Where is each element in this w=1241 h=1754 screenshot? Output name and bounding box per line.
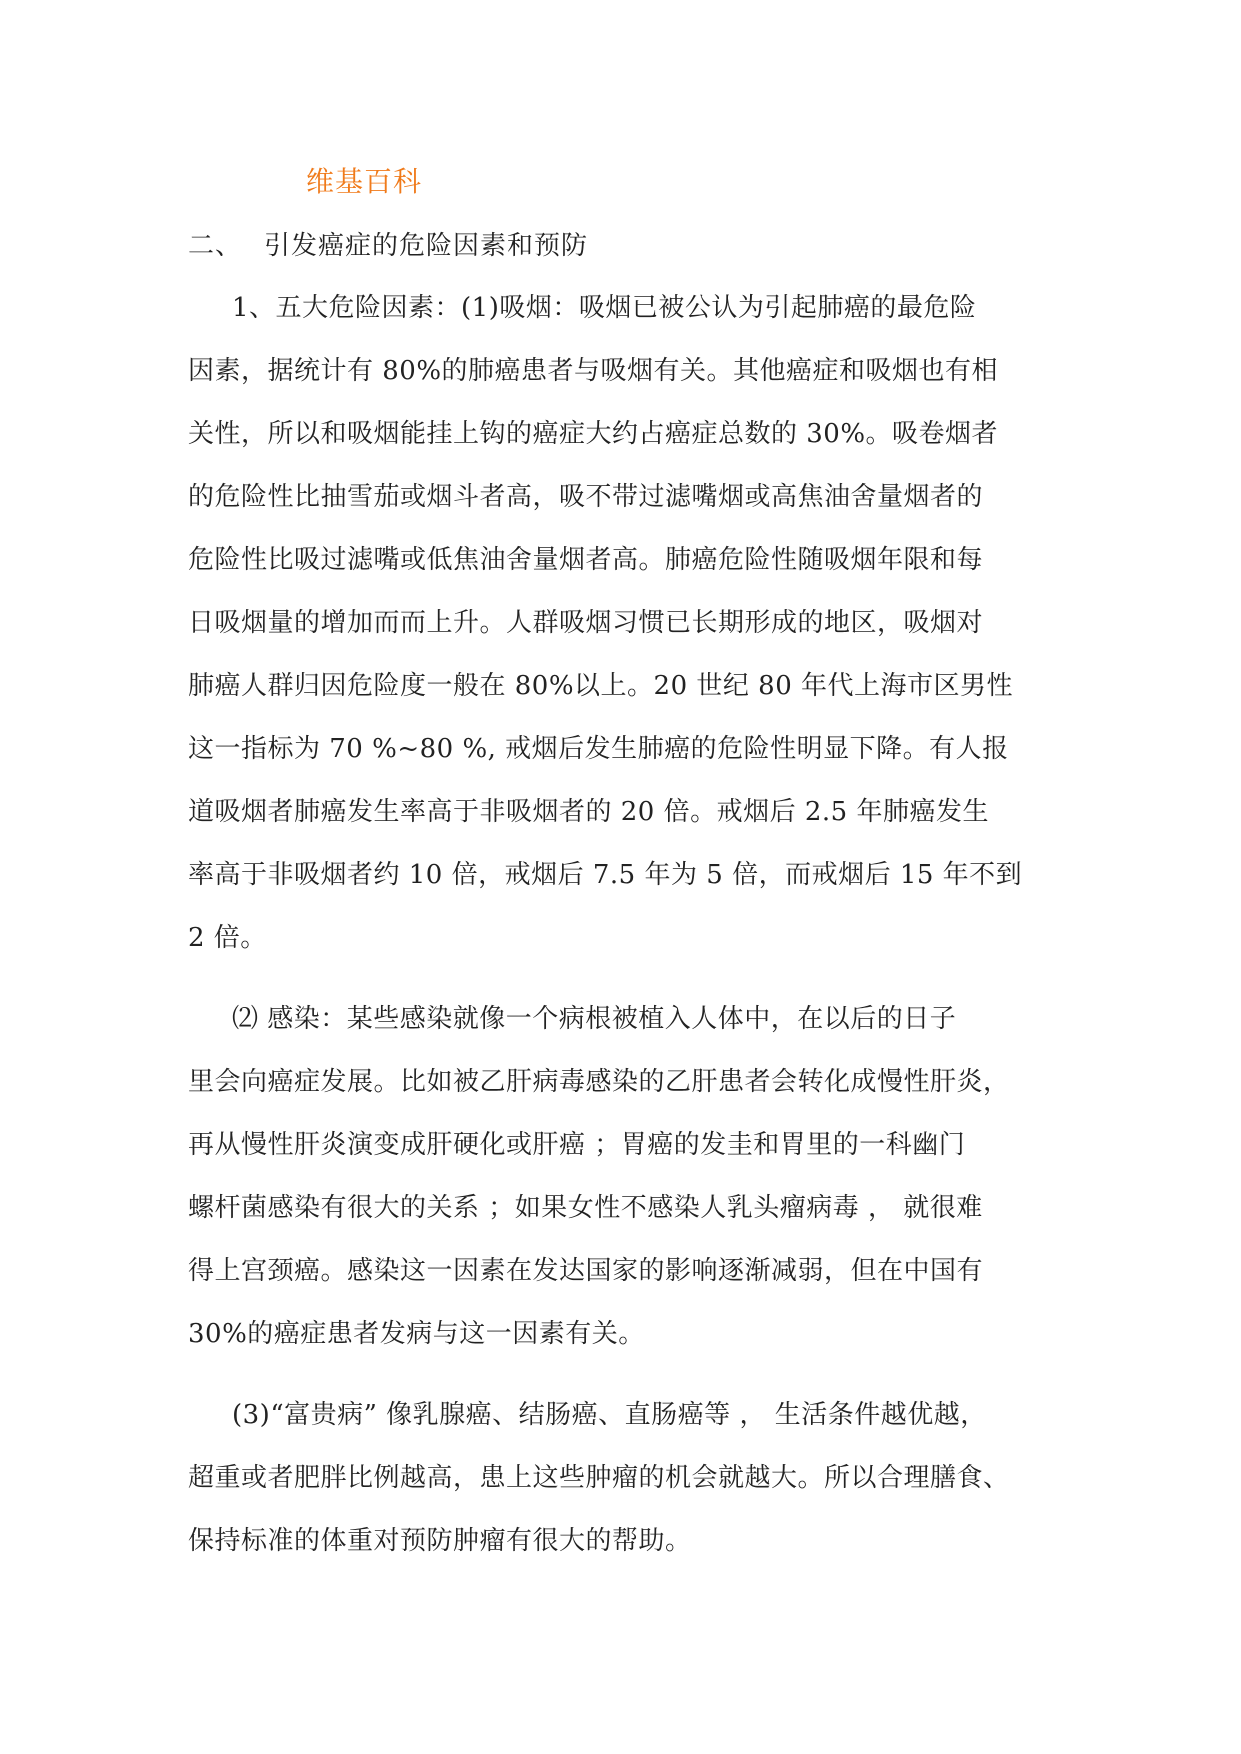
paragraph-line: 再从慢性肝炎演变成肝硬化或肝癌 ；胃癌的发圭和胃里的一科幽门 — [188, 1130, 966, 1160]
paragraph-line: 得上宫颈癌。感染这一因素在发达国家的影响逐渐减弱，但在中国有 — [188, 1256, 984, 1286]
section-number: 二、 — [188, 231, 243, 261]
paragraph-line: 因素，据统计有 80%的肺癌患者与吸烟有关。其他癌症和吸烟也有相 — [188, 356, 999, 386]
paragraph-line: 道吸烟者肺癌发生率高于非吸烟者的 20 倍。戒烟后 2.5 年肺癌发生 — [188, 797, 989, 827]
paragraph-line: 率高于非吸烟者约 10 倍，戒烟后 7.5 年为 5 倍，而戒烟后 15 年不到 — [188, 860, 1023, 890]
paragraph-line: 30%的癌症患者发病与这一因素有关。 — [188, 1319, 645, 1349]
paragraph-line: 日吸烟量的增加而而上升。人群吸烟习惯已长期形成的地区，吸烟对 — [188, 608, 984, 638]
paragraph-line: (3)“富贵病” 像乳腺癌、结肠癌、直肠癌等 ， 生活条件越优越， — [232, 1400, 987, 1430]
paragraph-line: 关性，所以和吸烟能挂上钩的癌症大约占癌症总数的 30%。吸卷烟者 — [188, 419, 999, 449]
paragraph-line: 里会向癌症发展。比如被乙肝病毒感染的乙肝患者会转化成慢性肝炎， — [188, 1067, 1010, 1097]
paragraph-line: 的危险性比抽雪茄或烟斗者高，吸不带过滤嘴烟或高焦油舍量烟者的 — [188, 482, 984, 512]
paragraph-line: 保持标准的体重对预防肿瘤有很大的帮助。 — [188, 1526, 692, 1556]
section-title: 引发癌症的危险因素和预防 — [264, 231, 589, 261]
paragraph-line: 超重或者肥胖比例越高，患上这些肿瘤的机会就越大。所以合理膳食、 — [188, 1463, 1010, 1493]
section-heading — [188, 228, 1068, 264]
paragraph-line: 2 倍。 — [188, 923, 267, 953]
paragraph-line: 肺癌人群归因危险度一般在 80%以上。20 世纪 80 年代上海市区男性 — [188, 671, 1014, 701]
paragraph-line: 1、五大危险因素：(1)吸烟：吸烟已被公认为引起肺癌的最危险 — [232, 293, 977, 323]
paragraph-line: 这一指标为 70 %~80 %, 戒烟后发生肺癌的危险性明显下降。有人报 — [188, 734, 1009, 764]
brand-title: 维基百科 — [306, 165, 423, 198]
paragraph-line: 危险性比吸过滤嘴或低焦油舍量烟者高。肺癌危险性随吸烟年限和每 — [188, 545, 984, 575]
paragraph-line: 螺杆菌感染有很大的关系 ；如果女性不感染人乳头瘤病毒 ， 就很难 — [188, 1193, 983, 1223]
paragraph-line: ⑵ 感染：某些感染就像一个病根被植入人体中，在以后的日子 — [232, 1004, 957, 1034]
